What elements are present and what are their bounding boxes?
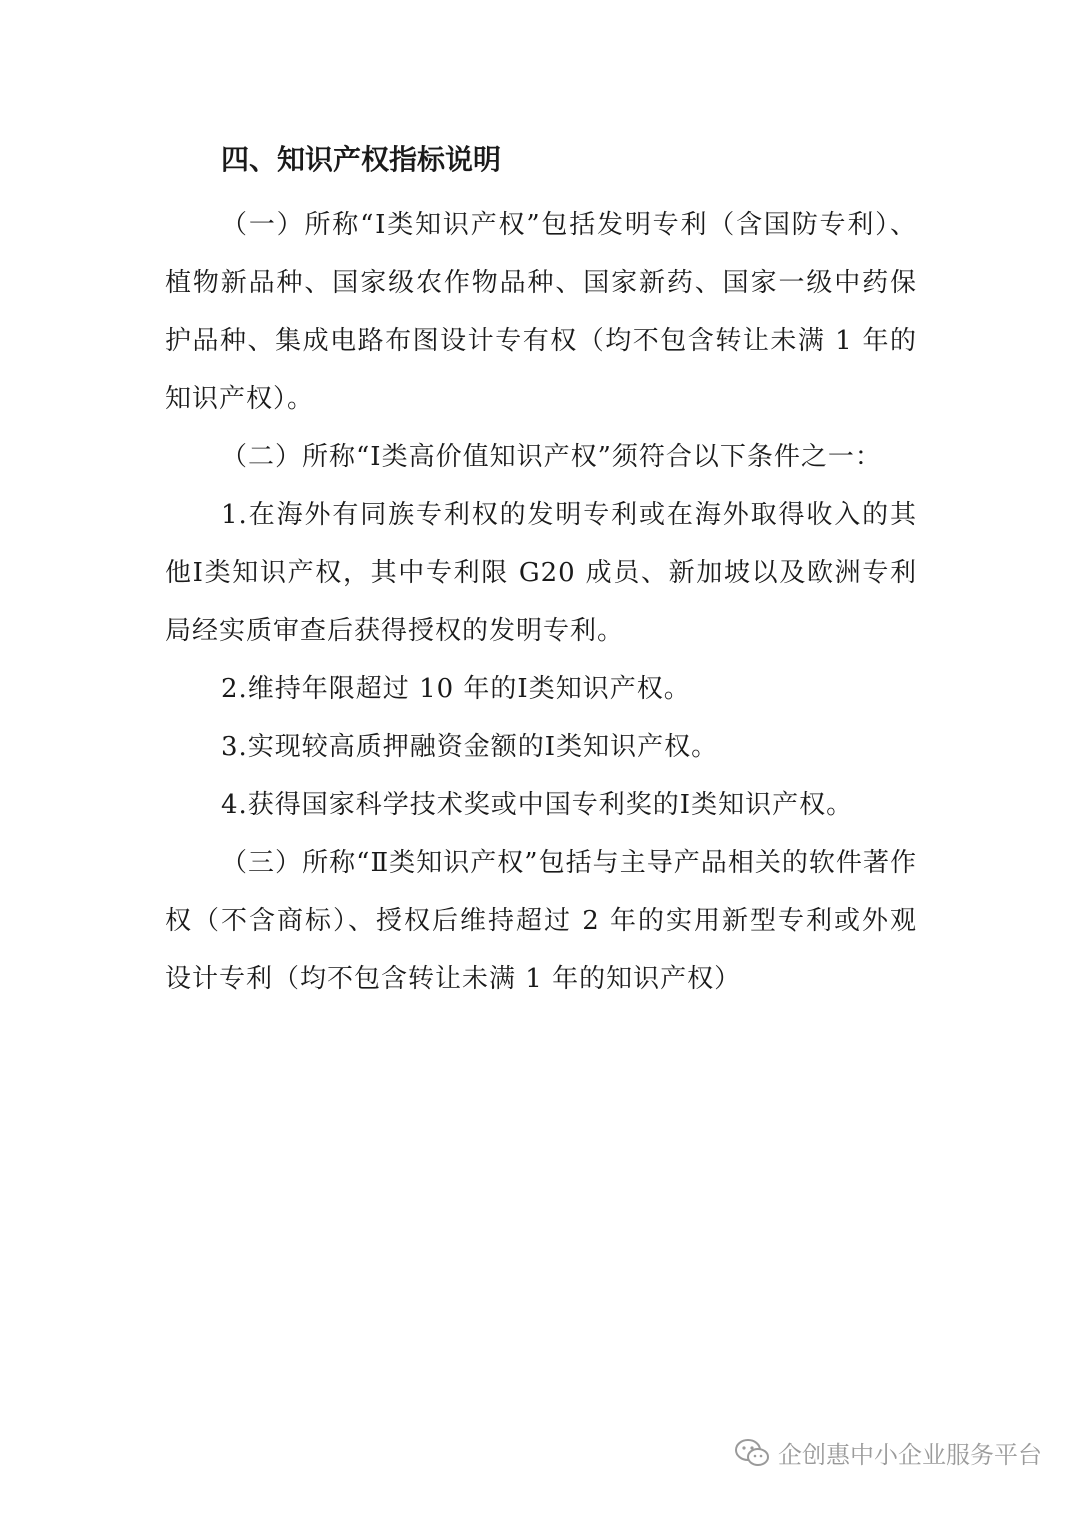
condition-item-1: 1.在海外有同族专利权的发明专利或在海外取得收入的其他Ⅰ类知识产权，其中专利限 G20 成员、新加坡以及欧洲专利局经实质审查后获得授权的发明专利。 <box>165 500 917 646</box>
condition-item-2: 2.维持年限超过 10 年的Ⅰ类知识产权。 <box>221 674 691 704</box>
condition-item-4: 4.获得国家科学技术奖或中国专利奖的Ⅰ类知识产权。 <box>221 790 854 820</box>
paragraph-type-one-high-value-ip: （二）所称“Ⅰ类高价值知识产权”须符合以下条件之一： <box>221 442 882 472</box>
section-heading: 四、知识产权指标说明 <box>221 143 502 176</box>
watermark-text: 企创惠中小企业服务平台 <box>778 1441 1042 1469</box>
document-page <box>165 138 917 1008</box>
paragraph-type-two-ip: （三）所称“Ⅱ类知识产权”包括与主导产品相关的软件著作权（不含商标）、授权后维持超过 2 年的实用新型专利或外观设计专利（均不包含转让未满 1 年的知识产权） <box>165 848 917 994</box>
watermark <box>734 1435 1042 1470</box>
paragraph-type-one-ip: （一）所称“Ⅰ类知识产权”包括发明专利（含国防专利）、植物新品种、国家级农作物品种、国家新药、国家一级中药保护品种、集成电路布图设计专有权（均不包含转让未满 1 年的知识产权）。 <box>165 210 917 414</box>
wechat-icon <box>734 1438 770 1468</box>
condition-item-3: 3.实现较高质押融资金额的Ⅰ类知识产权。 <box>221 732 719 762</box>
